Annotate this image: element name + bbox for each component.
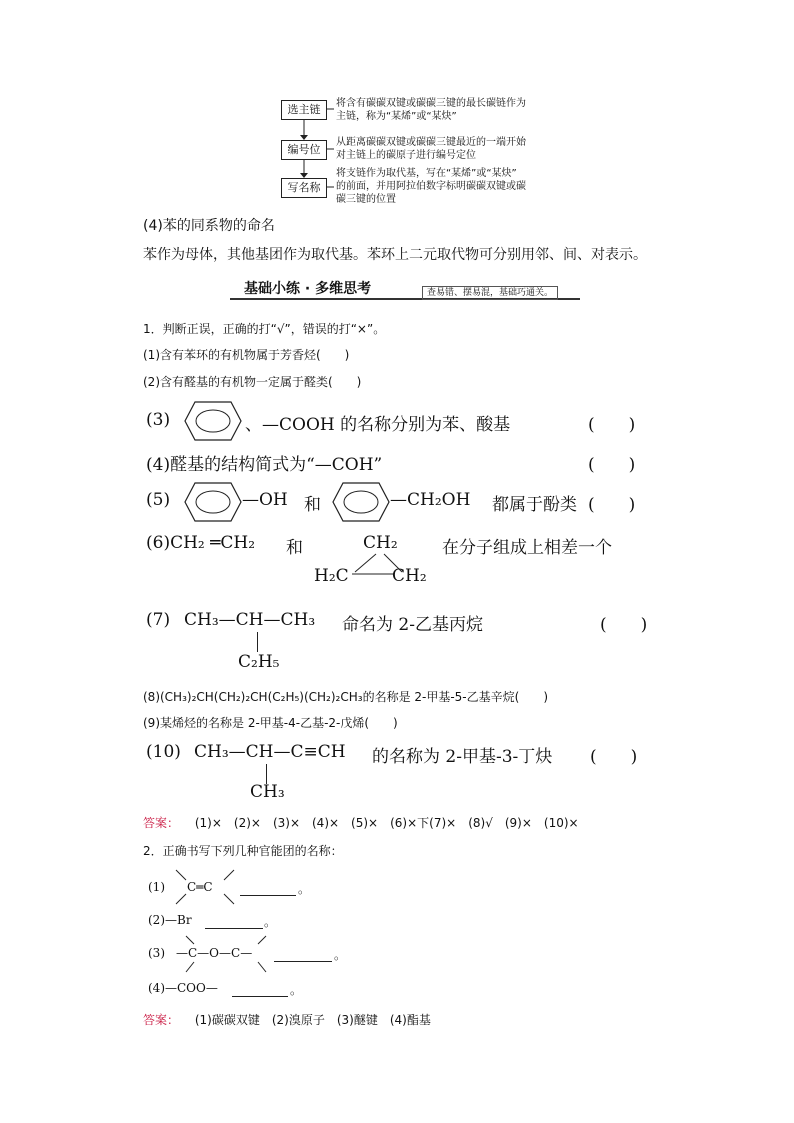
banner-title: 基础小练 · 多维思考 [244, 281, 372, 297]
q1-item-6-cyclo-right: CH₂ [392, 566, 427, 586]
flow-box-write-name: 写名称 [281, 178, 327, 198]
q1-item-5-and: 和 [304, 495, 321, 515]
answer-blank-line [205, 928, 263, 929]
q1-item-1: (1)含有苯环的有机物属于芳香烃( ) [143, 348, 350, 362]
q1-item-9: (9)某烯烃的名称是 2-甲基-4-乙基-2-戊烯( ) [143, 716, 398, 730]
flow-connectors [270, 95, 340, 205]
q2-item-2: (2)—Br [148, 913, 192, 927]
q1-item-10-text: 的名称为 2-甲基-3-丁炔 [372, 747, 553, 767]
q1-item-6-text: 在分子组成上相差一个 [442, 538, 612, 558]
answer-text: (1)碳碳双键 (2)溴原子 (3)醚键 (4)酯基 [194, 1013, 431, 1027]
q1-item-6-and: 和 [286, 538, 303, 558]
q1-item-6-cyclo-top: CH₂ [363, 533, 398, 553]
flow-desc-select-chain [336, 97, 526, 123]
q2-item-4: (4)—COO— [148, 981, 218, 995]
q2-item-3-number: (3) [148, 946, 165, 960]
q1-answer [143, 814, 579, 831]
q1-item-5-blank: ( ) [588, 495, 636, 515]
q1-item-3-text: 、—COOH 的名称分别为苯、酸基 [245, 415, 511, 435]
flow-line: 将含有碳碳双键或碳碳三键的最长碳链作为 [336, 98, 526, 109]
q2-answer [143, 1011, 431, 1028]
q1-item-5-ch2oh: —CH₂OH [390, 490, 471, 510]
q1-item-10-blank: ( ) [590, 747, 638, 767]
q1-item-5-oh: —OH [242, 490, 288, 510]
q1-item-7-number: (7) [146, 610, 171, 630]
flow-line: 将支链作为取代基，写在“某烯”或“某炔” [336, 168, 517, 179]
answer-blank-line [274, 961, 332, 962]
q1-item-7-text: 命名为 2-乙基丙烷 [342, 615, 483, 635]
period: 。 [334, 948, 347, 962]
flow-desc-numbering [336, 136, 526, 162]
flow-line: 对主链上的碳原子进行编号定位 [336, 150, 476, 161]
q2-item-1-number: (1) [148, 880, 165, 894]
q1-item-7-main-chain: CH₃—CH—CH₃ [184, 610, 316, 630]
q1-item-10-branch: CH₃ [250, 782, 285, 802]
period: 。 [298, 882, 311, 896]
q1-item-8: (8)(CH₃)₂CH(CH₂)₂CH(C₂H₅)(CH₂)₂CH₃的名称是 2-甲基-5-乙基辛烷( ) [143, 690, 549, 704]
q1-item-5-text: 都属于酚类 [492, 495, 577, 515]
answer-text: (1)× (2)× (3)× (4)× (5)× (6)×下(7)× (8)√ (9)× (10)× [194, 816, 579, 830]
q1-item-6-cyclo-left: H₂C [314, 566, 349, 586]
q1-item-10-number: (10) [146, 742, 181, 762]
flow-box-numbering: 编号位 [281, 140, 327, 160]
q1-item-6-ethene: (6)CH₂ ═CH₂ [146, 533, 256, 553]
q1-stem: 1．判断正误，正确的打“√”，错误的打“×”。 [143, 322, 386, 336]
flow-line: 的前面，并用阿拉伯数字标明碳碳双键或碳 [336, 181, 526, 192]
flow-line: 碳三键的位置 [336, 194, 396, 205]
period: 。 [264, 915, 277, 929]
answer-blank-line [240, 895, 296, 896]
period: 。 [290, 983, 303, 997]
q2-item-1-formula: C═C [187, 880, 213, 894]
q1-item-5-number: (5) [146, 490, 171, 510]
section-4-body: 苯作为母体，其他基团作为取代基。苯环上二元取代物可分别用邻、间、对表示。 [143, 247, 647, 263]
benzene-ring-icon [331, 481, 391, 523]
q1-item-4: (4)醛基的结构简式为“—COH” [146, 455, 383, 475]
flow-line: 从距离碳碳双键或碳碳三键最近的一端开始 [336, 137, 526, 148]
flow-desc-write-name [336, 167, 526, 206]
q1-item-4-blank: ( ) [588, 455, 636, 475]
benzene-ring-icon [183, 400, 243, 442]
q2-item-3-formula: —C—O—C— [176, 946, 253, 960]
flow-line: 主链，称为“某烯”或“某炔” [336, 111, 457, 122]
branch-bond [257, 632, 258, 652]
q1-item-10-main-chain: CH₃—CH—C≡CH [194, 742, 346, 762]
q2-stem: 2．正确书写下列几种官能团的名称： [143, 844, 343, 858]
benzene-ring-icon [183, 481, 243, 523]
q1-item-3-number: (3) [146, 410, 171, 430]
flow-box-select-chain: 选主链 [281, 100, 327, 120]
branch-bond [266, 764, 267, 784]
q1-item-3-blank: ( ) [588, 415, 636, 435]
section-4-title: (4)苯的同系物的命名 [143, 218, 275, 234]
answer-label: 答案： [143, 1013, 180, 1027]
q1-item-7-branch: C₂H₅ [238, 652, 280, 672]
q1-item-7-blank: ( ) [600, 615, 648, 635]
banner-tag: 查易错、摆易混，基础巧通关。 [422, 286, 558, 300]
answer-label: 答案： [143, 816, 180, 830]
q1-item-2: (2)含有醛基的有机物一定属于醛类( ) [143, 375, 362, 389]
answer-blank-line [232, 996, 288, 997]
